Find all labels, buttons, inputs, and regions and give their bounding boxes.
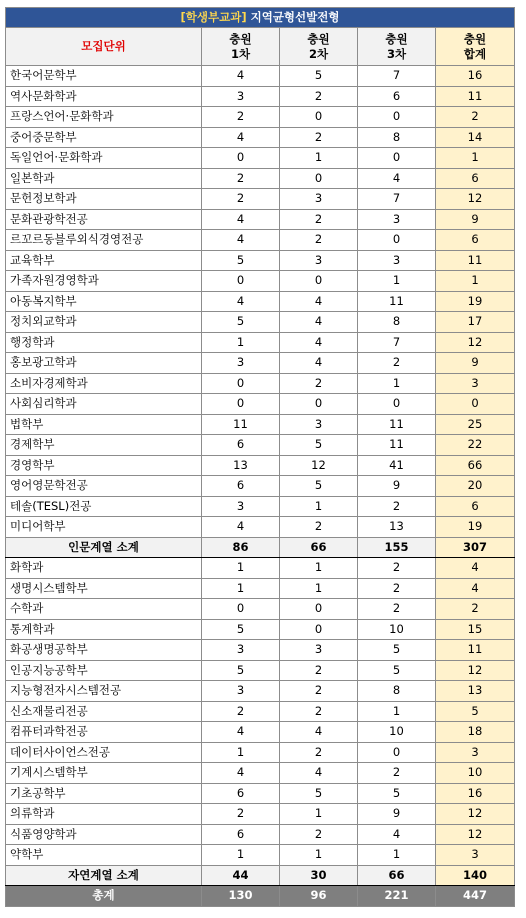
round-1: 4 xyxy=(202,127,280,148)
round-2: 1 xyxy=(280,804,358,825)
round-1: 6 xyxy=(202,783,280,804)
table-row xyxy=(6,66,515,87)
round-2: 1 xyxy=(280,845,358,866)
table-row xyxy=(6,127,515,148)
total: 12 xyxy=(436,660,515,681)
grand-total-round-1: 130 xyxy=(202,886,280,907)
total: 12 xyxy=(436,332,515,353)
total: 22 xyxy=(436,435,515,456)
total: 20 xyxy=(436,476,515,497)
total: 6 xyxy=(436,168,515,189)
round-3: 2 xyxy=(358,578,436,599)
table-row xyxy=(6,496,515,517)
unit-name: 통계학과 xyxy=(6,619,202,640)
round-2: 1 xyxy=(280,148,358,169)
header-total: 충원 합계 xyxy=(436,28,515,66)
round-1: 6 xyxy=(202,824,280,845)
unit-name: 법학부 xyxy=(6,414,202,435)
round-1: 0 xyxy=(202,148,280,169)
round-2: 4 xyxy=(280,763,358,784)
round-3: 11 xyxy=(358,414,436,435)
round-1: 5 xyxy=(202,312,280,333)
title-tag: [학생부교과] xyxy=(180,10,247,24)
sciences-rows xyxy=(6,558,515,866)
round-3: 7 xyxy=(358,332,436,353)
unit-name: 아동복지학부 xyxy=(6,291,202,312)
round-3: 9 xyxy=(358,804,436,825)
round-1: 1 xyxy=(202,332,280,353)
unit-name: 소비자경제학과 xyxy=(6,373,202,394)
unit-name: 화공생명공학부 xyxy=(6,640,202,661)
round-1: 3 xyxy=(202,86,280,107)
total: 15 xyxy=(436,619,515,640)
total: 2 xyxy=(436,107,515,128)
round-2: 0 xyxy=(280,619,358,640)
unit-name: 기계시스템학부 xyxy=(6,763,202,784)
round-2: 0 xyxy=(280,271,358,292)
round-1: 0 xyxy=(202,599,280,620)
round-1: 2 xyxy=(202,168,280,189)
round-2: 2 xyxy=(280,230,358,251)
unit-name: 테솔(TESL)전공 xyxy=(6,496,202,517)
unit-name: 독일언어·문화학과 xyxy=(6,148,202,169)
grand-total-round-2: 96 xyxy=(280,886,358,907)
table-row xyxy=(6,783,515,804)
humanities-rows xyxy=(6,66,515,538)
unit-name: 역사문화학과 xyxy=(6,86,202,107)
table-row xyxy=(6,250,515,271)
round-3: 0 xyxy=(358,394,436,415)
unit-name: 수학과 xyxy=(6,599,202,620)
round-3: 0 xyxy=(358,107,436,128)
total: 5 xyxy=(436,701,515,722)
round-3: 1 xyxy=(358,701,436,722)
round-1: 4 xyxy=(202,291,280,312)
table-row xyxy=(6,845,515,866)
round-3: 8 xyxy=(358,127,436,148)
round-2: 4 xyxy=(280,312,358,333)
round-3: 2 xyxy=(358,353,436,374)
table-row xyxy=(6,189,515,210)
subtotal-label: 인문계열 소계 xyxy=(6,537,202,558)
round-2: 1 xyxy=(280,558,358,579)
round-2: 0 xyxy=(280,394,358,415)
total: 1 xyxy=(436,271,515,292)
table-row xyxy=(6,230,515,251)
round-1: 5 xyxy=(202,660,280,681)
unit-name: 정치외교학과 xyxy=(6,312,202,333)
round-2: 3 xyxy=(280,250,358,271)
round-3: 0 xyxy=(358,230,436,251)
round-3: 8 xyxy=(358,312,436,333)
round-3: 3 xyxy=(358,209,436,230)
total: 9 xyxy=(436,209,515,230)
round-2: 5 xyxy=(280,66,358,87)
round-3: 2 xyxy=(358,496,436,517)
round-3: 41 xyxy=(358,455,436,476)
table-row xyxy=(6,107,515,128)
round-2: 5 xyxy=(280,783,358,804)
round-1: 2 xyxy=(202,189,280,210)
round-3: 1 xyxy=(358,845,436,866)
total: 19 xyxy=(436,291,515,312)
unit-name: 식품영양학과 xyxy=(6,824,202,845)
table-row xyxy=(6,168,515,189)
round-3: 11 xyxy=(358,435,436,456)
total: 10 xyxy=(436,763,515,784)
total: 19 xyxy=(436,517,515,538)
table-row xyxy=(6,373,515,394)
total: 11 xyxy=(436,250,515,271)
title-name: 지역균형선발전형 xyxy=(246,10,340,24)
round-3: 5 xyxy=(358,783,436,804)
table-row xyxy=(6,332,515,353)
table-row xyxy=(6,640,515,661)
round-3: 2 xyxy=(358,558,436,579)
unit-name: 인공지능공학부 xyxy=(6,660,202,681)
unit-name: 사회심리학과 xyxy=(6,394,202,415)
table-row xyxy=(6,578,515,599)
subtotal-label: 자연계열 소계 xyxy=(6,865,202,886)
unit-name: 의류학과 xyxy=(6,804,202,825)
total: 2 xyxy=(436,599,515,620)
unit-name: 르꼬르동블루외식경영전공 xyxy=(6,230,202,251)
total: 11 xyxy=(436,640,515,661)
round-2: 3 xyxy=(280,640,358,661)
grand-total-round-3: 221 xyxy=(358,886,436,907)
unit-name: 미디어학부 xyxy=(6,517,202,538)
unit-name: 경영학부 xyxy=(6,455,202,476)
table-row xyxy=(6,291,515,312)
round-2: 2 xyxy=(280,742,358,763)
round-2: 2 xyxy=(280,681,358,702)
table-row xyxy=(6,681,515,702)
table-row xyxy=(6,394,515,415)
round-3: 11 xyxy=(358,291,436,312)
round-3: 5 xyxy=(358,640,436,661)
round-3: 2 xyxy=(358,763,436,784)
round-1: 1 xyxy=(202,742,280,763)
round-1: 6 xyxy=(202,476,280,497)
header-round-2: 충원 2차 xyxy=(280,28,358,66)
round-1: 0 xyxy=(202,271,280,292)
round-1: 5 xyxy=(202,619,280,640)
round-2: 0 xyxy=(280,599,358,620)
round-1: 2 xyxy=(202,804,280,825)
grand-total-label: 총계 xyxy=(6,886,202,907)
round-1: 5 xyxy=(202,250,280,271)
table-row xyxy=(6,476,515,497)
round-1: 1 xyxy=(202,578,280,599)
round-2: 0 xyxy=(280,107,358,128)
total: 9 xyxy=(436,353,515,374)
total: 3 xyxy=(436,845,515,866)
table-row xyxy=(6,763,515,784)
round-1: 3 xyxy=(202,496,280,517)
round-3: 1 xyxy=(358,373,436,394)
round-1: 0 xyxy=(202,394,280,415)
round-2: 0 xyxy=(280,168,358,189)
table-row xyxy=(6,209,515,230)
round-3: 10 xyxy=(358,619,436,640)
round-2: 3 xyxy=(280,414,358,435)
unit-name: 문헌정보학과 xyxy=(6,189,202,210)
round-1: 3 xyxy=(202,640,280,661)
total: 18 xyxy=(436,722,515,743)
table-row xyxy=(6,517,515,538)
subtotal-round-2: 66 xyxy=(280,537,358,558)
round-1: 1 xyxy=(202,845,280,866)
round-3: 7 xyxy=(358,66,436,87)
table-row xyxy=(6,558,515,579)
table-row xyxy=(6,148,515,169)
round-2: 12 xyxy=(280,455,358,476)
round-1: 11 xyxy=(202,414,280,435)
table-row xyxy=(6,86,515,107)
table-row xyxy=(6,742,515,763)
round-1: 4 xyxy=(202,230,280,251)
round-1: 4 xyxy=(202,66,280,87)
table-row xyxy=(6,824,515,845)
round-2: 4 xyxy=(280,722,358,743)
table-row xyxy=(6,599,515,620)
round-1: 2 xyxy=(202,701,280,722)
round-2: 2 xyxy=(280,517,358,538)
unit-name: 한국어문학부 xyxy=(6,66,202,87)
table-row xyxy=(6,804,515,825)
total: 13 xyxy=(436,681,515,702)
total: 0 xyxy=(436,394,515,415)
total: 12 xyxy=(436,189,515,210)
round-2: 4 xyxy=(280,353,358,374)
round-2: 4 xyxy=(280,332,358,353)
round-1: 3 xyxy=(202,681,280,702)
unit-name: 데이터사이언스전공 xyxy=(6,742,202,763)
table-row xyxy=(6,353,515,374)
humanities-subtotal-row xyxy=(6,537,515,558)
round-3: 1 xyxy=(358,271,436,292)
total: 6 xyxy=(436,496,515,517)
total: 3 xyxy=(436,373,515,394)
sciences-subtotal-row xyxy=(6,865,515,886)
table-row xyxy=(6,660,515,681)
round-3: 4 xyxy=(358,168,436,189)
total: 4 xyxy=(436,578,515,599)
unit-name: 경제학부 xyxy=(6,435,202,456)
total: 14 xyxy=(436,127,515,148)
round-2: 2 xyxy=(280,209,358,230)
unit-name: 생명시스템학부 xyxy=(6,578,202,599)
round-3: 0 xyxy=(358,148,436,169)
unit-name: 기초공학부 xyxy=(6,783,202,804)
total: 1 xyxy=(436,148,515,169)
total: 12 xyxy=(436,804,515,825)
round-3: 8 xyxy=(358,681,436,702)
subtotal-round-3: 155 xyxy=(358,537,436,558)
round-2: 1 xyxy=(280,578,358,599)
round-2: 2 xyxy=(280,86,358,107)
round-2: 5 xyxy=(280,476,358,497)
round-1: 3 xyxy=(202,353,280,374)
unit-name: 문화관광학전공 xyxy=(6,209,202,230)
round-2: 2 xyxy=(280,660,358,681)
unit-name: 신소재물리전공 xyxy=(6,701,202,722)
unit-name: 컴퓨터과학전공 xyxy=(6,722,202,743)
unit-name: 프랑스언어·문화학과 xyxy=(6,107,202,128)
subtotal-round-2: 30 xyxy=(280,865,358,886)
round-3: 10 xyxy=(358,722,436,743)
unit-name: 가족자원경영학과 xyxy=(6,271,202,292)
unit-name: 화학과 xyxy=(6,558,202,579)
round-1: 0 xyxy=(202,373,280,394)
round-3: 3 xyxy=(358,250,436,271)
table-row xyxy=(6,414,515,435)
unit-name: 약학부 xyxy=(6,845,202,866)
table-title xyxy=(6,8,515,28)
round-2: 5 xyxy=(280,435,358,456)
round-2: 2 xyxy=(280,824,358,845)
total: 11 xyxy=(436,86,515,107)
unit-name: 중어중문학부 xyxy=(6,127,202,148)
total: 16 xyxy=(436,783,515,804)
unit-name: 일본학과 xyxy=(6,168,202,189)
round-1: 2 xyxy=(202,107,280,128)
round-2: 4 xyxy=(280,291,358,312)
subtotal-round-3: 66 xyxy=(358,865,436,886)
table-row xyxy=(6,312,515,333)
unit-name: 홍보광고학과 xyxy=(6,353,202,374)
subtotal-round-1: 86 xyxy=(202,537,280,558)
round-2: 1 xyxy=(280,496,358,517)
unit-name: 교육학부 xyxy=(6,250,202,271)
total: 6 xyxy=(436,230,515,251)
total: 17 xyxy=(436,312,515,333)
round-3: 5 xyxy=(358,660,436,681)
round-3: 2 xyxy=(358,599,436,620)
round-2: 2 xyxy=(280,127,358,148)
round-3: 6 xyxy=(358,86,436,107)
round-3: 7 xyxy=(358,189,436,210)
round-1: 13 xyxy=(202,455,280,476)
round-2: 2 xyxy=(280,701,358,722)
round-1: 4 xyxy=(202,517,280,538)
total: 4 xyxy=(436,558,515,579)
round-1: 4 xyxy=(202,722,280,743)
total: 66 xyxy=(436,455,515,476)
round-1: 1 xyxy=(202,558,280,579)
round-3: 0 xyxy=(358,742,436,763)
round-1: 6 xyxy=(202,435,280,456)
round-1: 4 xyxy=(202,209,280,230)
unit-name: 지능형전자시스템전공 xyxy=(6,681,202,702)
round-1: 4 xyxy=(202,763,280,784)
round-2: 3 xyxy=(280,189,358,210)
subtotal-round-1: 44 xyxy=(202,865,280,886)
unit-name: 행정학과 xyxy=(6,332,202,353)
table-row xyxy=(6,701,515,722)
grand-total-sum: 447 xyxy=(436,886,515,907)
total: 12 xyxy=(436,824,515,845)
round-3: 13 xyxy=(358,517,436,538)
table-row xyxy=(6,619,515,640)
subtotal-total: 307 xyxy=(436,537,515,558)
header-unit: 모집단위 xyxy=(6,28,202,66)
header-round-1: 충원 1차 xyxy=(202,28,280,66)
grand-total-row xyxy=(6,886,515,907)
table-row xyxy=(6,271,515,292)
admissions-table xyxy=(5,7,515,907)
round-2: 2 xyxy=(280,373,358,394)
total: 16 xyxy=(436,66,515,87)
round-3: 4 xyxy=(358,824,436,845)
header-round-3: 충원 3차 xyxy=(358,28,436,66)
total: 3 xyxy=(436,742,515,763)
round-3: 9 xyxy=(358,476,436,497)
subtotal-total: 140 xyxy=(436,865,515,886)
table-row xyxy=(6,455,515,476)
total: 25 xyxy=(436,414,515,435)
table-row xyxy=(6,435,515,456)
table-row xyxy=(6,722,515,743)
unit-name: 영어영문학전공 xyxy=(6,476,202,497)
